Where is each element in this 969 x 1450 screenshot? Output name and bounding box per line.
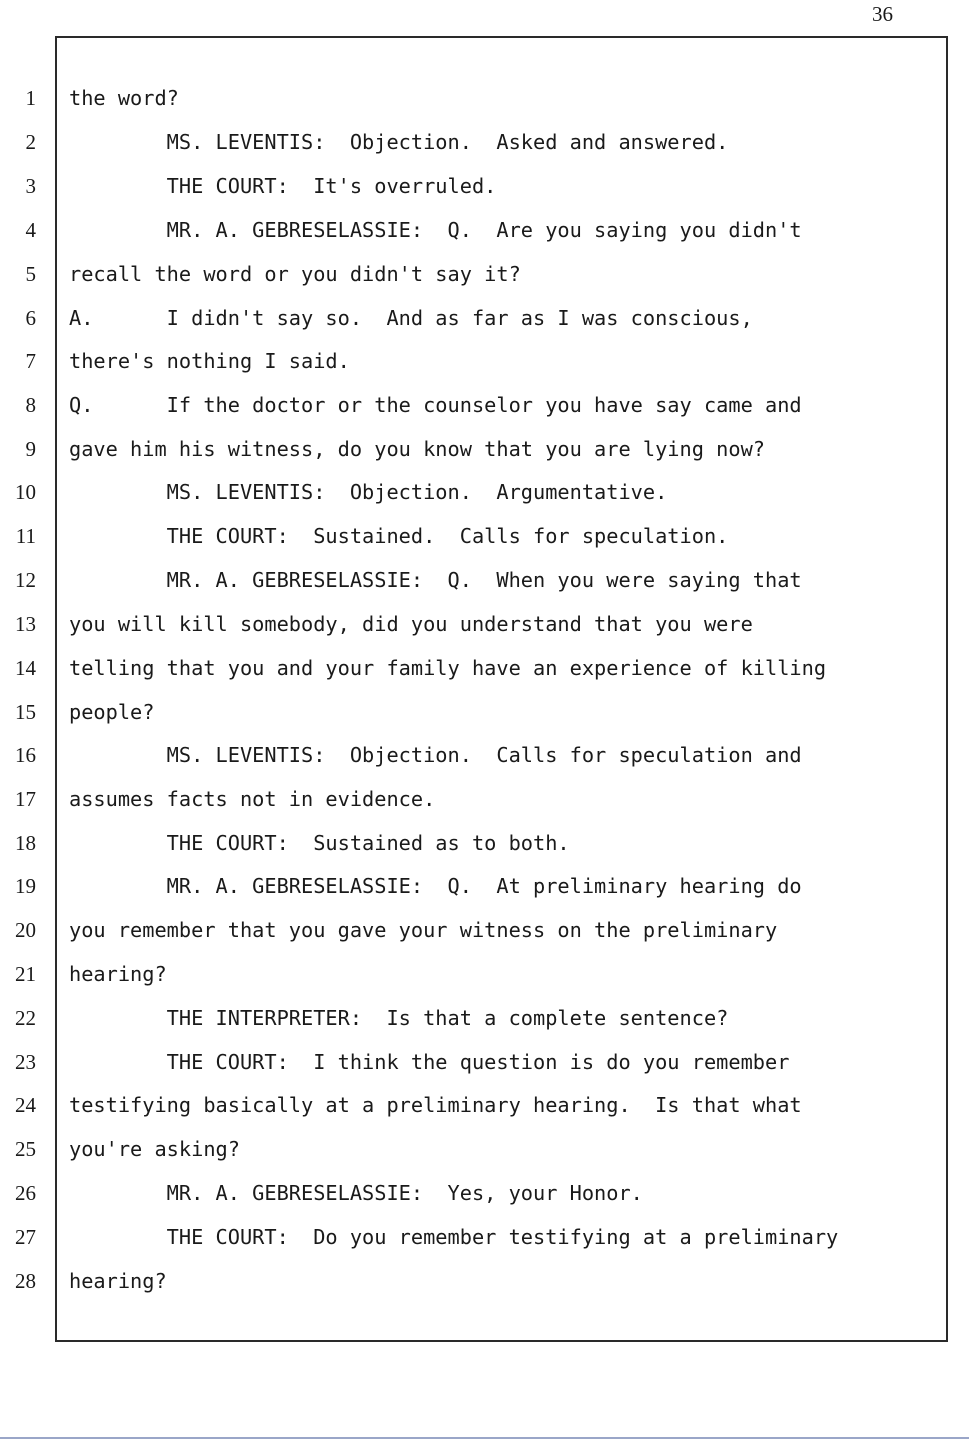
line-text: THE COURT: Do you remember testifying at a preliminary (69, 1225, 839, 1249)
line-number: 17 (15, 787, 36, 811)
line-number: 12 (15, 568, 36, 592)
line-number: 3 (25, 174, 36, 198)
line-text: MS. LEVENTIS: Objection. Argumentative. (69, 480, 668, 504)
line-number: 10 (15, 480, 36, 504)
line-number: 28 (15, 1269, 36, 1293)
line-number: 7 (25, 349, 36, 373)
page-number: 36 (872, 2, 893, 26)
line-text: hearing? (69, 1269, 167, 1293)
line-number: 24 (15, 1093, 36, 1117)
line-number: 19 (15, 874, 36, 898)
line-text: people? (69, 700, 155, 724)
line-number: 21 (15, 962, 36, 986)
line-number: 15 (15, 700, 36, 724)
line-text: MR. A. GEBRESELASSIE: Q. Are you saying you didn't (69, 218, 802, 242)
line-number: 13 (15, 612, 36, 636)
line-number: 26 (15, 1181, 36, 1205)
line-number: 23 (15, 1050, 36, 1074)
line-text: MR. A. GEBRESELASSIE: Q. When you were saying that (69, 568, 802, 592)
line-text: THE COURT: Sustained as to both. (69, 831, 570, 855)
line-text: you're asking? (69, 1137, 240, 1161)
line-number: 8 (25, 393, 36, 417)
line-text: Q. If the doctor or the counselor you have say came and (69, 393, 802, 417)
line-number: 6 (25, 306, 36, 330)
line-number: 1 (25, 86, 36, 110)
line-number: 20 (15, 918, 36, 942)
line-text: recall the word or you didn't say it? (69, 262, 521, 286)
line-text: MR. A. GEBRESELASSIE: Yes, your Honor. (69, 1181, 643, 1205)
line-number: 11 (15, 524, 36, 548)
line-text: THE COURT: It's overruled. (69, 174, 497, 198)
line-text: telling that you and your family have an experience of killing (69, 656, 827, 680)
line-number: 4 (25, 218, 36, 242)
line-text: hearing? (69, 962, 167, 986)
line-text: A. I didn't say so. And as far as I was conscious, (69, 306, 753, 330)
line-text: there's nothing I said. (69, 349, 350, 373)
line-text: MS. LEVENTIS: Objection. Asked and answered. (69, 130, 729, 154)
line-number: 5 (25, 262, 36, 286)
line-number: 18 (15, 831, 36, 855)
line-text: testifying basically at a preliminary hearing. Is that what (69, 1093, 802, 1117)
line-number: 9 (25, 437, 36, 461)
line-number: 14 (15, 656, 36, 680)
line-text: you will kill somebody, did you understand that you were (69, 612, 753, 636)
line-text: THE INTERPRETER: Is that a complete sentence? (69, 1006, 729, 1030)
line-text: THE COURT: Sustained. Calls for speculation. (69, 524, 729, 548)
line-text: you remember that you gave your witness on the preliminary (69, 918, 778, 942)
line-text: THE COURT: I think the question is do you remember (69, 1050, 790, 1074)
line-number: 16 (15, 743, 36, 767)
line-number: 25 (15, 1137, 36, 1161)
line-number: 22 (15, 1006, 36, 1030)
line-text: gave him his witness, do you know that you are lying now? (69, 437, 765, 461)
line-text: MS. LEVENTIS: Objection. Calls for speculation and (69, 743, 802, 767)
footer-rule (0, 1437, 969, 1439)
line-text: MR. A. GEBRESELASSIE: Q. At preliminary hearing do (69, 874, 802, 898)
line-number: 2 (25, 130, 36, 154)
line-text: assumes facts not in evidence. (69, 787, 436, 811)
line-number: 27 (15, 1225, 36, 1249)
line-text: the word? (69, 86, 179, 110)
